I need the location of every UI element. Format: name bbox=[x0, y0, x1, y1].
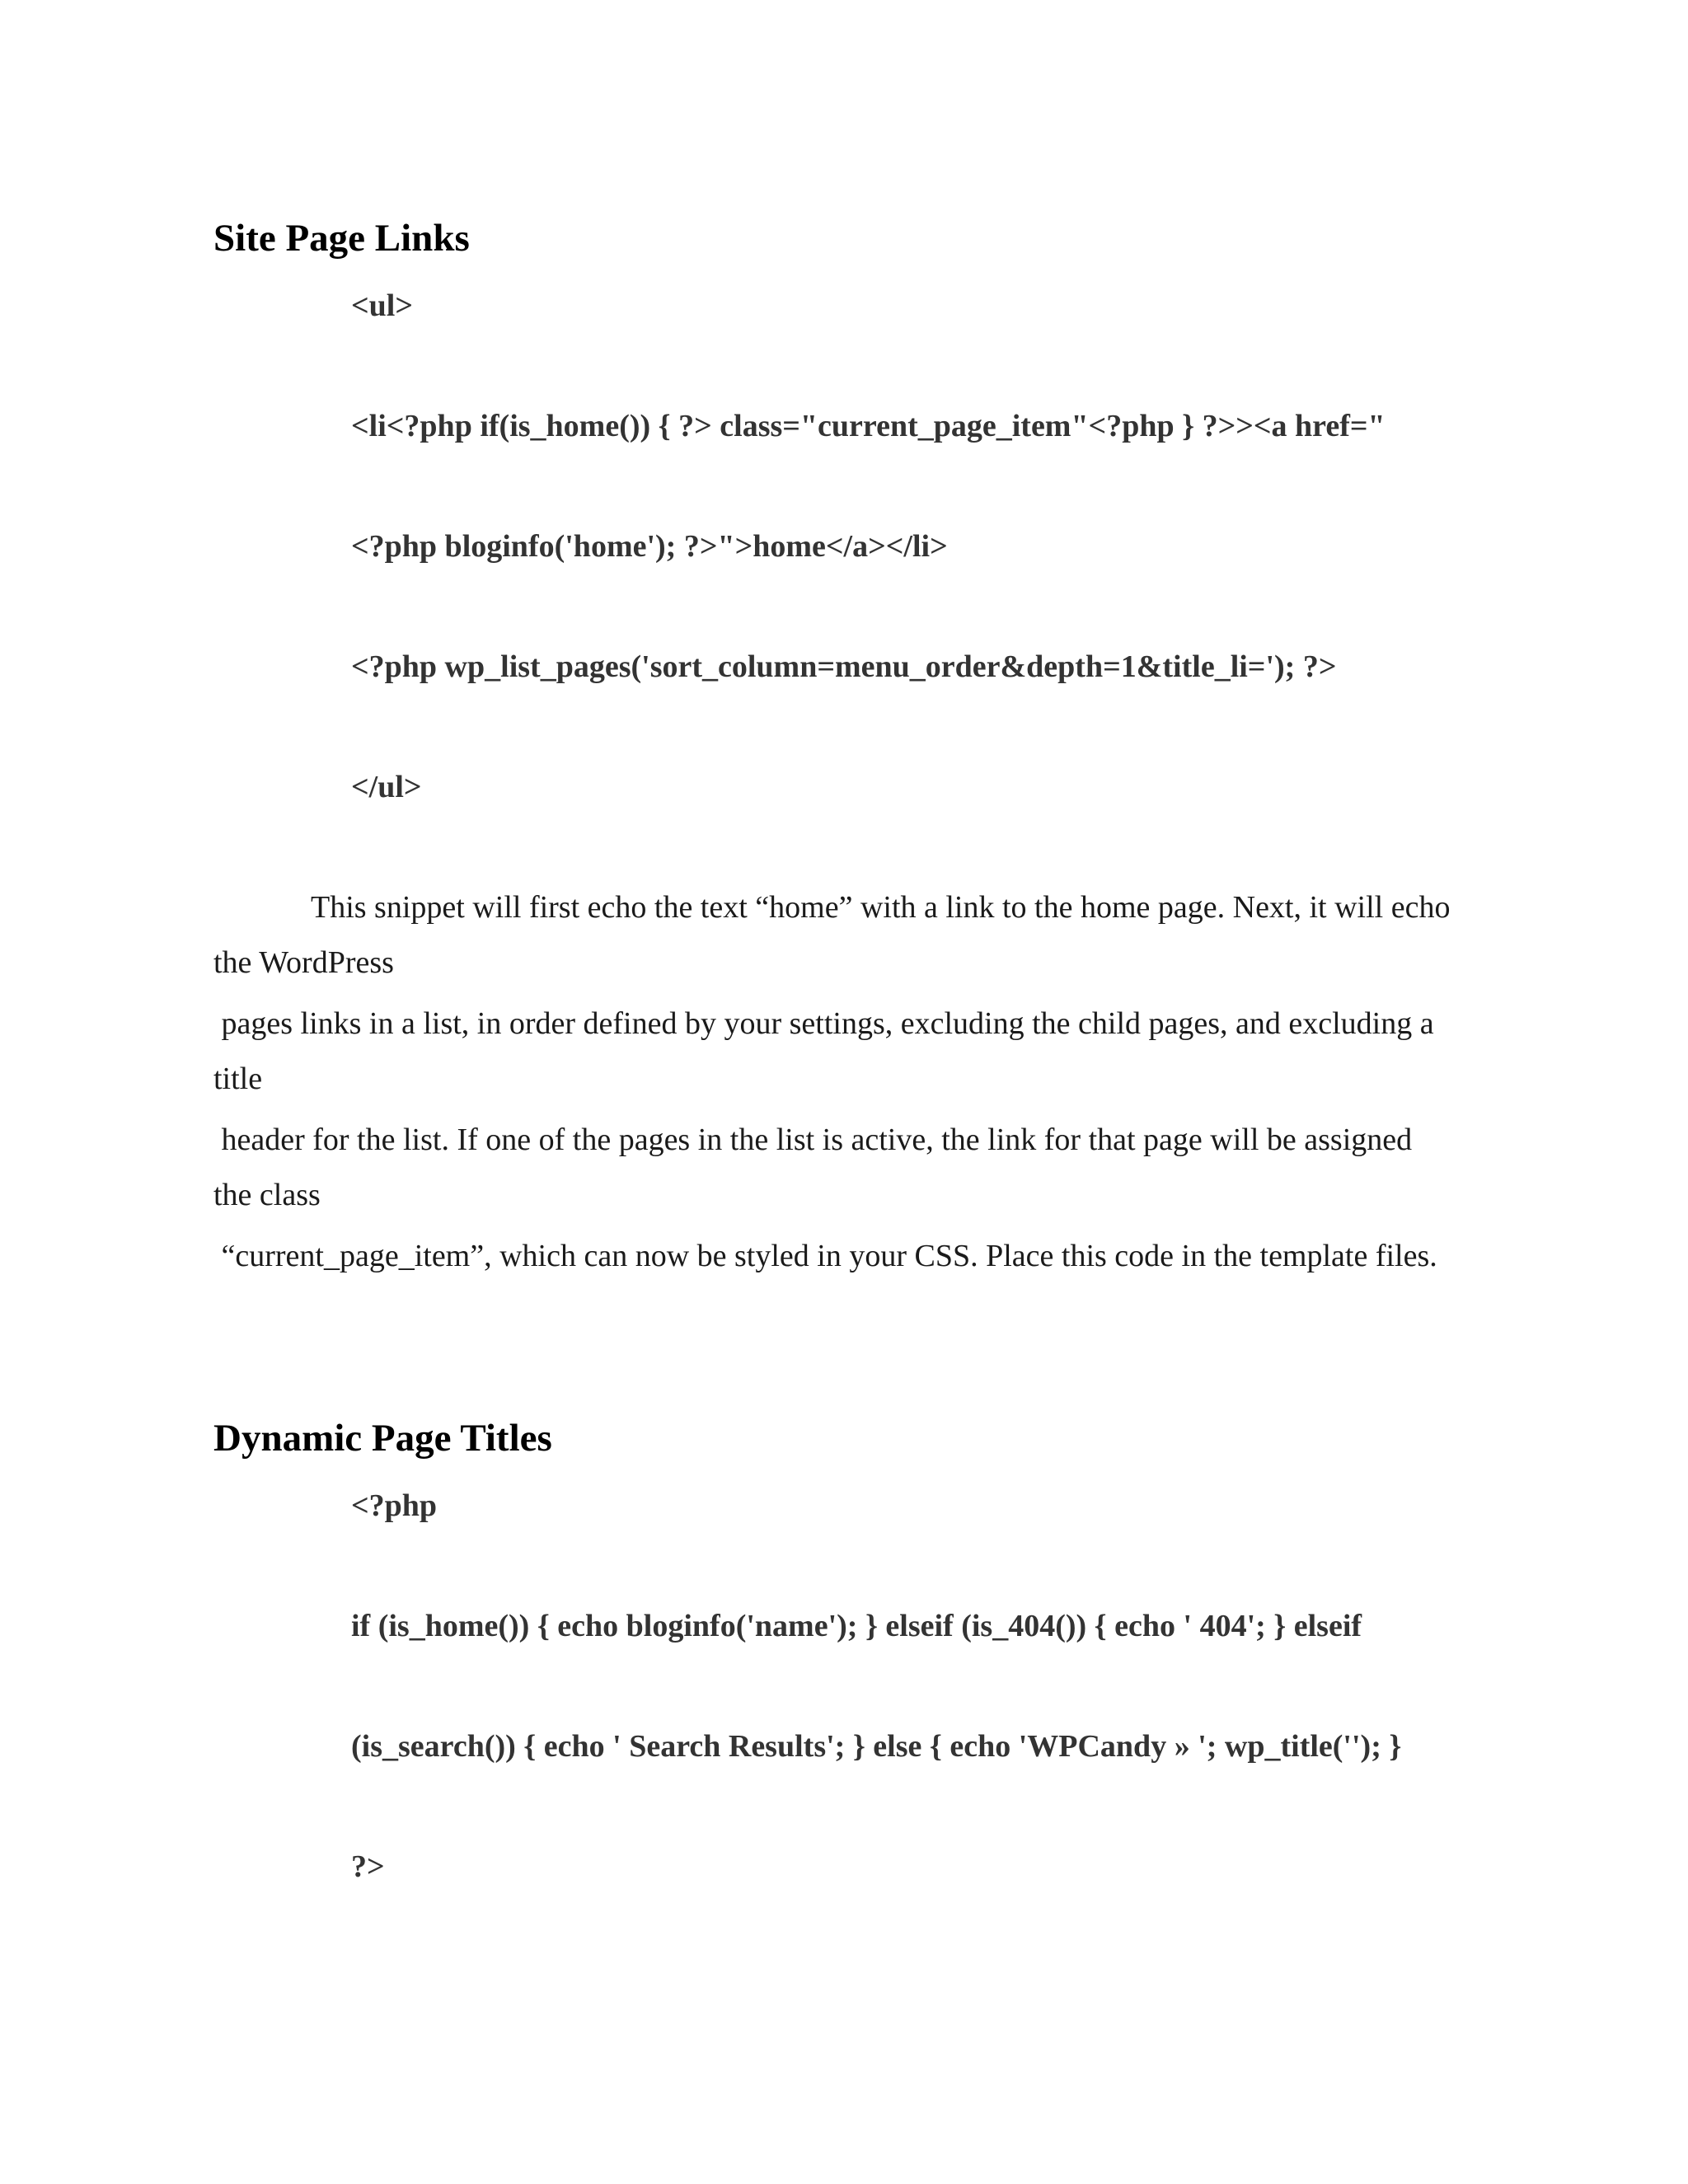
paragraph-line: the class bbox=[213, 1178, 321, 1212]
code-line: ?> bbox=[351, 1849, 385, 1884]
section-heading-dynamic-page-titles: Dynamic Page Titles bbox=[213, 1417, 552, 1460]
paragraph-line: This snippet will first echo the text “home” with a link to the home page. Next, it will echo bbox=[311, 890, 1451, 925]
paragraph-line: header for the list. If one of the pages in the list is active, the link for that page will be assigned bbox=[213, 1122, 1413, 1157]
code-line: </ul> bbox=[351, 770, 422, 804]
code-line: if (is_home()) { echo bloginfo('name'); } elseif (is_404()) { echo ' 404'; } elseif bbox=[351, 1609, 1362, 1643]
paragraph-line: title bbox=[213, 1062, 263, 1096]
paragraph-line: the WordPress bbox=[213, 945, 394, 980]
code-line: <li<?php if(is_home()) { ?> class="current_page_item"<?php } ?>><a href=" bbox=[351, 409, 1386, 443]
code-line: (is_search()) { echo ' Search Results'; } else { echo 'WPCandy » '; wp_title(''); } bbox=[351, 1729, 1402, 1764]
code-line: <?php wp_list_pages('sort_column=menu_order&depth=1&title_li='); ?> bbox=[351, 649, 1337, 684]
paragraph-line: pages links in a list, in order defined by your settings, excluding the child pages, and excluding a bbox=[213, 1006, 1434, 1041]
code-line: <?php bbox=[351, 1488, 438, 1523]
paragraph-line: “current_page_item”, which can now be styled in your CSS. Place this code in the template files. bbox=[213, 1239, 1437, 1273]
section-heading-site-page-links: Site Page Links bbox=[213, 217, 470, 260]
code-line: <?php bloginfo('home'); ?>">home</a></li> bbox=[351, 529, 948, 564]
code-line: <ul> bbox=[351, 288, 413, 323]
